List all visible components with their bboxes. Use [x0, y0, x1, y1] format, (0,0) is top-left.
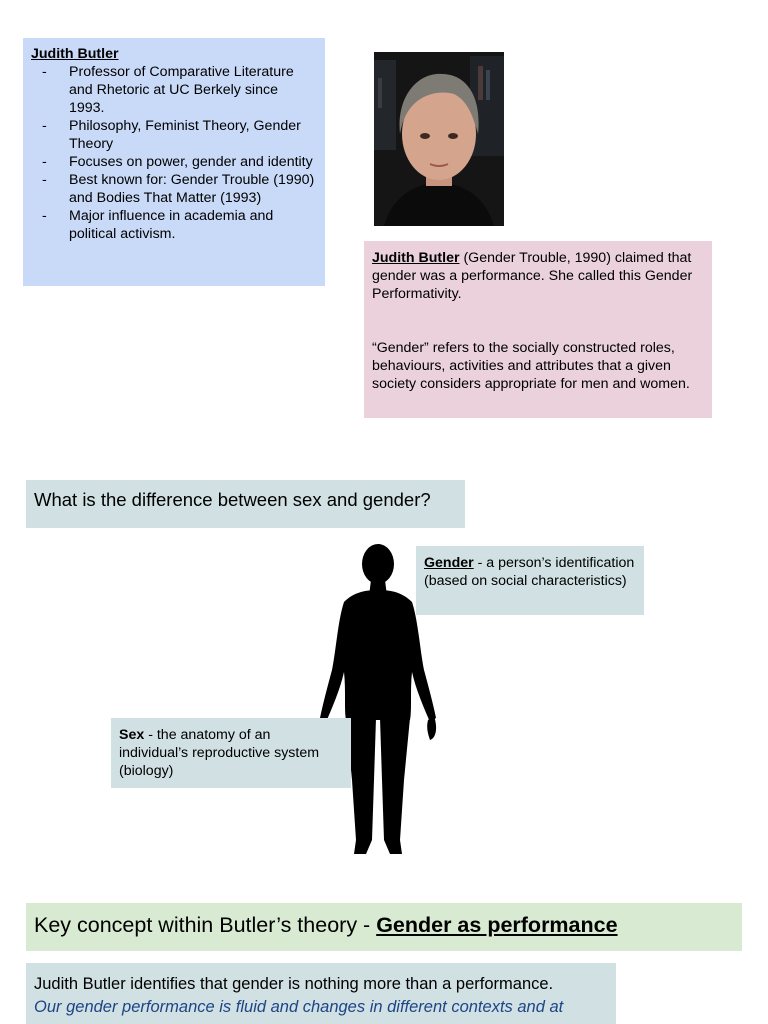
performativity-claim [372, 249, 704, 303]
author-name: Judith Butler [372, 250, 460, 266]
performance-explanation [26, 963, 616, 1024]
key-concept-highlight: Gender as performance [376, 913, 618, 937]
biography-list [31, 63, 317, 243]
key-concept-prefix: Key concept within Butler’s theory - [34, 913, 377, 937]
performativity-box [364, 241, 712, 418]
explanation-line: Judith Butler identifies that gender is nothing more than a performance. [34, 975, 554, 993]
portrait-illustration [374, 52, 504, 226]
sex-term: Sex [119, 727, 145, 743]
biography-box [23, 38, 325, 286]
list-item: - Major influence in academia and political activism. [31, 207, 317, 243]
list-item: - Professor of Comparative Literature and Rhetoric at UC Berkely since 1993. [31, 63, 317, 117]
explanation-italic-line: Our gender performance is fluid and changes in different contexts and at [34, 998, 564, 1016]
list-item: - Focuses on power, gender and identity [31, 153, 317, 171]
sex-label [111, 718, 351, 788]
gender-term-definition: - a person’s identification (based on social characteristics) [424, 555, 635, 589]
sex-term-definition: - the anatomy of an individual’s reproductive system (biology) [119, 727, 320, 779]
gender-definition: “Gender” refers to the socially constructed roles, behaviours, activities and attributes that a given society considers appropriate for men and women. [372, 340, 690, 392]
gender-label [416, 546, 644, 615]
key-concept-heading [26, 903, 742, 951]
list-item: - Philosophy, Feminist Theory, Gender Theory [31, 117, 317, 153]
portrait-photo [374, 52, 504, 226]
gender-term: Gender [424, 555, 474, 571]
question-heading: What is the difference between sex and gender? [26, 480, 465, 528]
biography-title: Judith Butler [31, 46, 119, 62]
list-item: - Best known for: Gender Trouble (1990) and Bodies That Matter (1993) [31, 171, 317, 207]
claim-text: (Gender Trouble, 1990) claimed that gender was a performance. She called this Gender Performativity. [372, 250, 693, 302]
